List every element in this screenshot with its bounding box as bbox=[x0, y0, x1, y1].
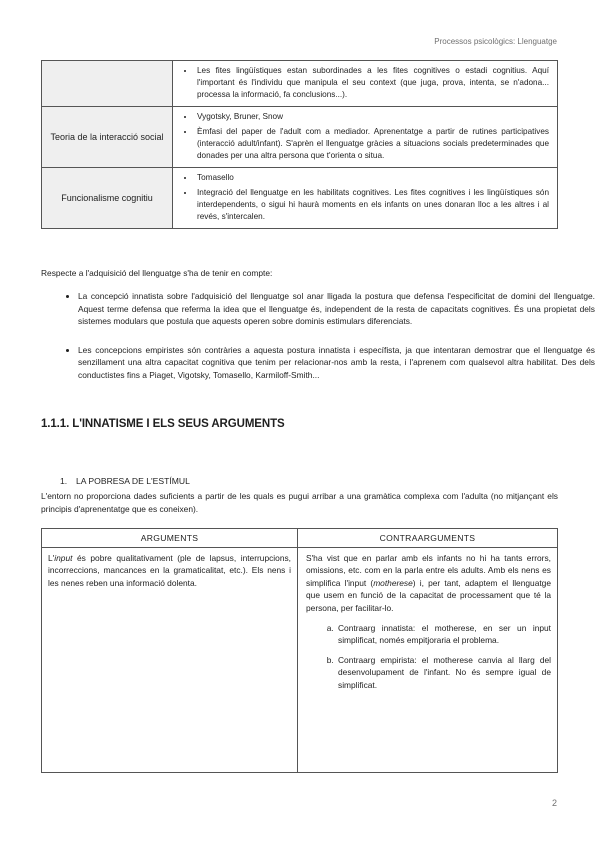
argument-prefix: L' bbox=[48, 553, 55, 563]
counter-text-a: S'ha vist que en parlar amb els infants no hi ha tants errors, omissions, etc. com en la parla entre els adults. Amb els nens es simplifica l'input ( bbox=[306, 553, 551, 588]
argument-italic: input bbox=[54, 553, 73, 563]
table-row bbox=[42, 107, 558, 168]
table-header-row bbox=[42, 529, 558, 548]
theory-label: Funcionalisme cognitiu bbox=[42, 168, 173, 229]
counter-italic: motherese bbox=[373, 577, 413, 588]
page-header: Processos psicològics: Llenguatge bbox=[434, 37, 557, 46]
subsection-heading bbox=[60, 476, 190, 486]
arguments-table bbox=[41, 528, 558, 773]
theory-content bbox=[173, 107, 558, 168]
list-item: • La concepció innatista sobre l'adquisició del llenguatge sol anar lligada la postura que defensa l'especificitat de domini del llenguatge. Aquest terme defensa que referma la idea que el llenguatge és, independent de la resta de capacitats cognitives. És una propietat dels sistemes modulars que postula que aquests operen sobre dominis estimulars diferenciats. bbox=[78, 290, 595, 328]
list-item: • Vygotsky, Bruner, Snow bbox=[195, 111, 549, 123]
theory-label: Teoria de la interacció social bbox=[42, 107, 173, 168]
list-item: • Integració del llenguatge en les habilitats cognitives. Les fites cognitives i les lingüístiques són interdependents, o sigui hi haurà moments en els infants on unes donaran lloc a les altres i al revés, s'intercalen. bbox=[195, 187, 549, 223]
list-item: b. Contraarg empirista: el motherese canvia al llarg del desenvolupament de l'infant. No és sempre igual de simplificat. bbox=[336, 654, 551, 691]
argument-cell bbox=[42, 548, 298, 773]
subsection-number: 1. bbox=[60, 476, 68, 486]
table-row bbox=[42, 548, 558, 773]
theory-content bbox=[173, 61, 558, 107]
main-bullet-list bbox=[41, 290, 595, 397]
counterargument-cell bbox=[298, 548, 558, 773]
list-item: • Les concepcions empiristes són contràries a aquesta postura innatista i específista, ja que intentaran demostrar que el llenguatge és senzillament una altra capacitat cognitiva que tenim per relacionar-nos amb la resta, i l'aprenem com qualsevol altra habilitat. Des dels conductistes fins a Piaget, Vigotsky, Tomasello, Karmiloff-Smith... bbox=[78, 344, 595, 382]
table-row bbox=[42, 61, 558, 107]
page-number: 2 bbox=[551, 798, 557, 808]
counter-text-b: ) i, per tant, adaptem el llenguatge que usem en funció de la capacitat de processament que té la persona, per facilitar-lo. bbox=[306, 577, 551, 613]
theories-table bbox=[41, 60, 558, 229]
list-item: a. Contraarg innatista: el motherese, en ser un input simplificat, només empitjoraria el problema. bbox=[336, 622, 551, 647]
theory-content bbox=[173, 168, 558, 229]
table-row bbox=[42, 168, 558, 229]
column-header-counterarguments: CONTRAARGUMENTS bbox=[298, 529, 558, 548]
section-heading: 1.1.1. L'INNATISME I ELS SEUS ARGUMENTS bbox=[41, 418, 285, 430]
list-item: • Èmfasi del paper de l'adult com a mediador. Aprenentatge a partir de rutines participatives (interacció adult/infant). S'aprèn el llenguatge gràcies a situacions socials predeterminades que donades per una altra persona que t'orienta o situa. bbox=[195, 126, 549, 162]
list-item: • Les fites lingüístiques estan subordinades a les fites cognitives o estadi cognitius. Aquí l'important és l'individu que manipula el seu context (que juga, prova, intenta, se n'adona... processa la informació, fa conclusions...). bbox=[195, 65, 549, 101]
counterargument-text bbox=[306, 552, 551, 614]
environment-paragraph: L'entorn no proporciona dades suficients a partir de les quals es pugui arribar a una gramàtica complexa com l'adulta (no mitjançant els principis d'aprenentatge que es coneixen). bbox=[41, 491, 558, 514]
argument-text: és pobre qualitativament (ple de lapsus, interrupcions, incorreccions, mancances en la gramaticalitat, etc.). Els nens i les nenes reben una informació dolenta. bbox=[48, 553, 291, 588]
theory-label bbox=[42, 61, 173, 107]
intro-paragraph: Respecte a l'adquisició del llenguatge s'ha de tenir en compte: bbox=[41, 268, 273, 278]
counterargument-list bbox=[306, 622, 551, 691]
column-header-arguments: ARGUMENTS bbox=[42, 529, 298, 548]
subsection-title: LA POBRESA DE L'ESTÍMUL bbox=[76, 476, 190, 486]
list-item: • Tomasello bbox=[195, 172, 549, 184]
